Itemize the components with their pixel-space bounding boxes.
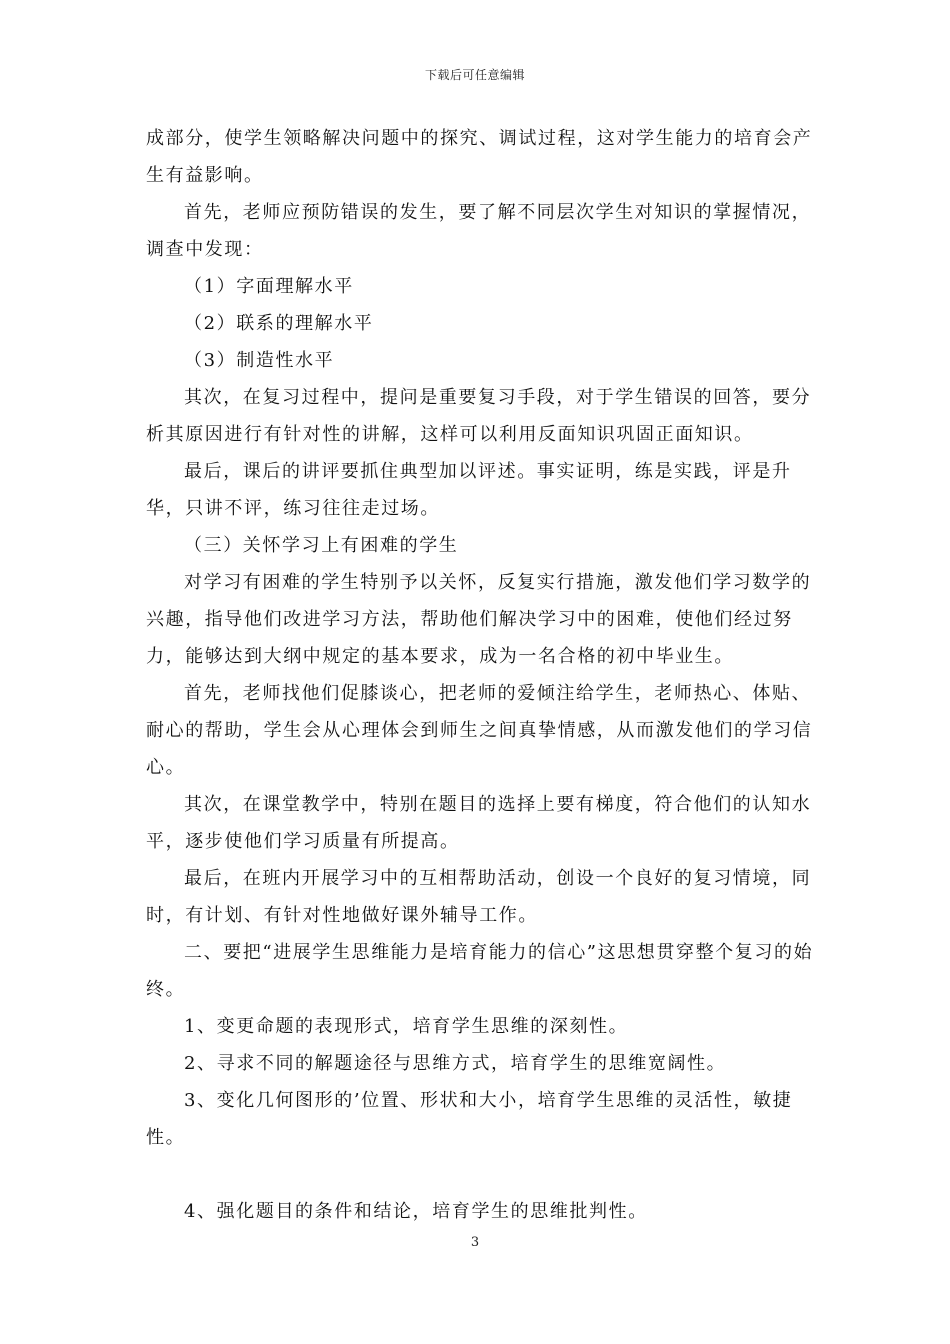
- paragraph-continuation: 成部分，使学生领略解决问题中的探究、调试过程，这对学生能力的培育会产生有益影响。: [146, 128, 813, 186]
- section-heading-two: 二、要把“进展学生思维能力是培育能力的信心”这思想贯穿整个复习的始终。: [146, 942, 814, 1000]
- page-header: 下载后可任意编辑: [424, 68, 525, 82]
- list-item: （2）联系的理解水平: [184, 313, 374, 334]
- numbered-item: 1、变更命题的表现形式，培育学生思维的深刻性。: [184, 1016, 629, 1037]
- paragraph: 其次，在课堂教学中，特别在题目的选择上要有梯度，符合他们的认知水平，逐步使他们学习质量有所提高。: [146, 794, 812, 852]
- paragraph-last: 最后，课后的讲评要抓住典型加以评述。事实证明，练是实践，评是升华，只讲不评，练习往往走过场。: [146, 461, 792, 519]
- list-item: （1）字面理解水平: [184, 276, 354, 297]
- blank-line: [146, 1156, 814, 1193]
- paragraph: 首先，老师找他们促膝谈心，把老师的爱倾注给学生，老师热心、体贴、耐心的帮助，学生会从心理体会到师生之间真挚情感，从而激发他们的学习信心。: [146, 683, 813, 778]
- section-heading: （三）关怀学习上有困难的学生: [184, 535, 459, 556]
- paragraph-first: 首先，老师应预防错误的发生，要了解不同层次学生对知识的掌握情况，调查中发现：: [146, 202, 812, 260]
- paragraph-second: 其次，在复习过程中，提问是重要复习手段，对于学生错误的回答，要分析其原因进行有针对性的讲解，这样可以利用反面知识巩固正面知识。: [146, 387, 812, 445]
- numbered-item: 4、强化题目的条件和结论，培育学生的思维批判性。: [184, 1201, 648, 1222]
- page-number: 3: [470, 1235, 480, 1250]
- numbered-item: 2、寻求不同的解题途径与思维方式，培育学生的思维宽阔性。: [184, 1053, 727, 1074]
- paragraph: 最后，在班内开展学习中的互相帮助活动，创设一个良好的复习情境，同时，有计划、有针对性地做好课外辅导工作。: [146, 868, 812, 926]
- list-item: （3）制造性水平: [184, 350, 335, 371]
- document-body: [146, 120, 814, 1230]
- paragraph: 对学习有困难的学生特别予以关怀，反复实行措施，激发他们学习数学的兴趣，指导他们改进学习方法，帮助他们解决学习中的困难，使他们经过努力，能够达到大纲中规定的基本要求，成为一名合格的初中毕业生。: [146, 572, 812, 667]
- numbered-item: 3、变化几何图形的’位置、形状和大小，培育学生思维的灵活性，敏捷性。: [146, 1090, 793, 1148]
